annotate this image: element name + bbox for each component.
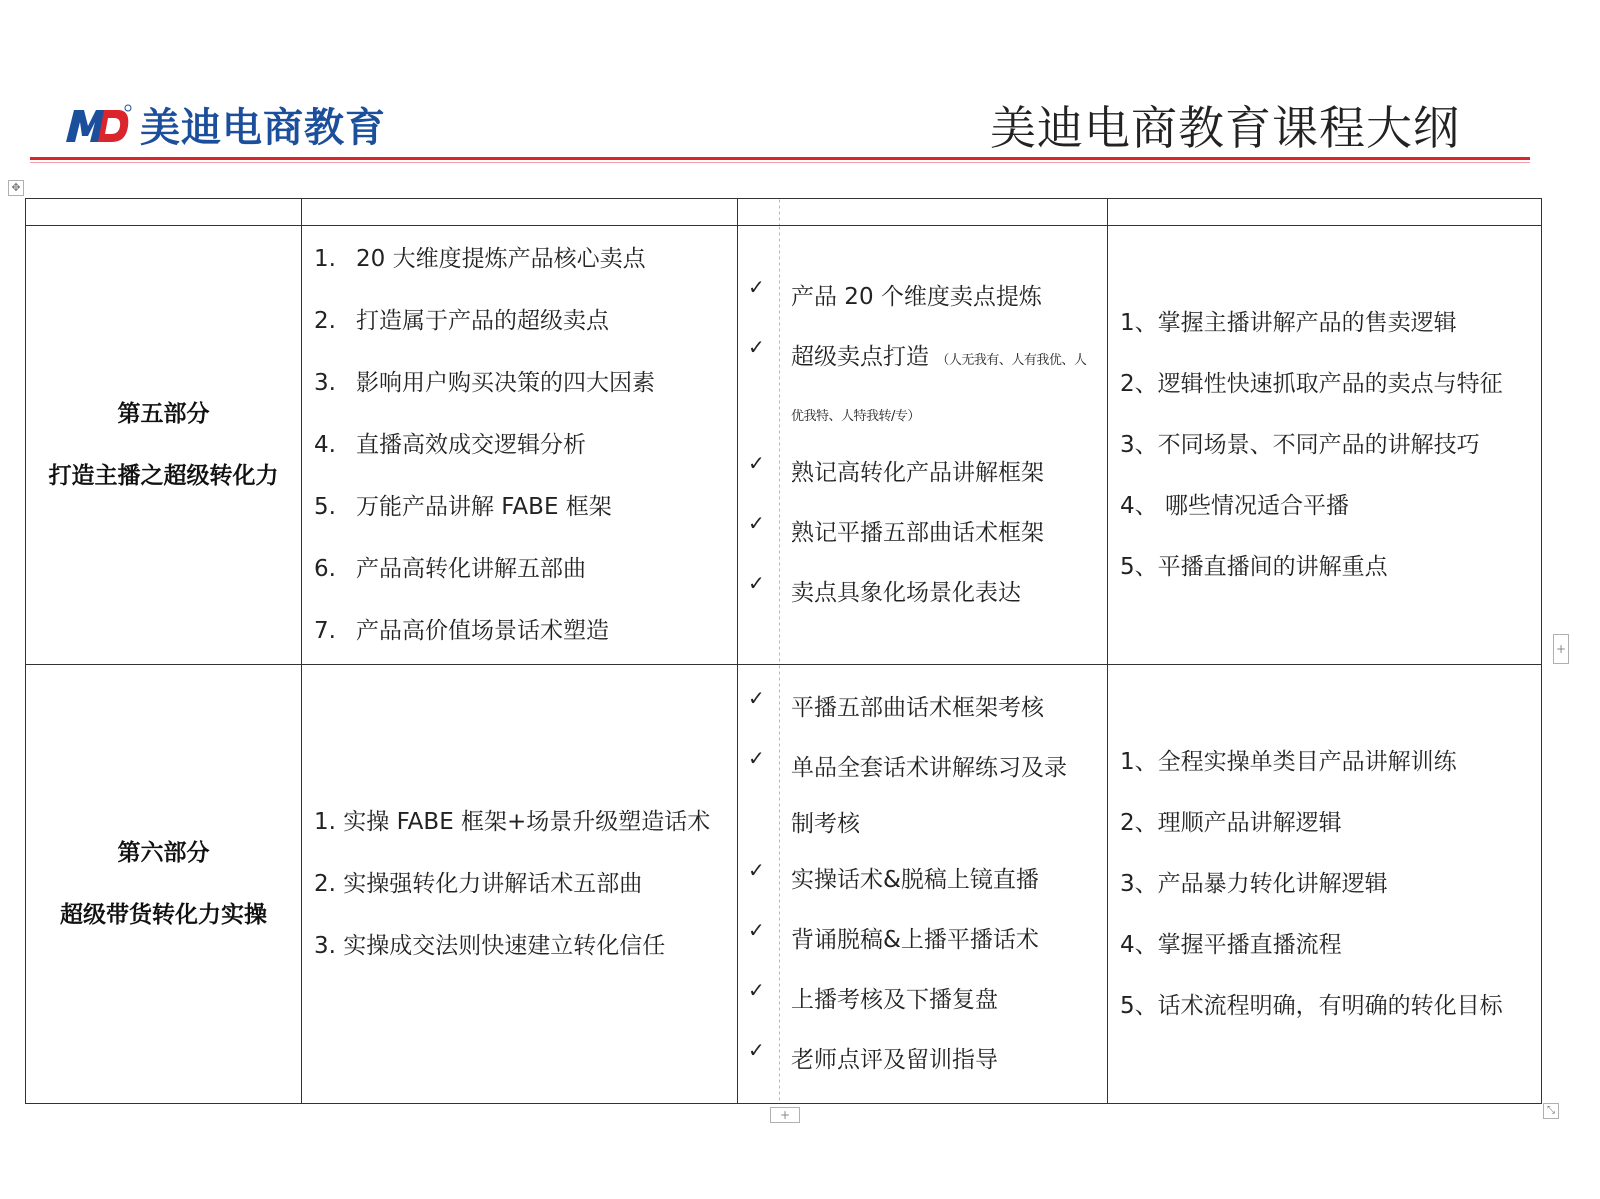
topic-list (302, 228, 737, 662)
check-icon: ✓ (748, 746, 765, 770)
plus-icon[interactable]: + (1553, 634, 1569, 664)
list-item: 3、产品暴力转化讲解逻辑 (1120, 870, 1388, 897)
header-divider (30, 157, 1530, 160)
check-icon: ✓ (748, 451, 765, 475)
list-item: 5、平播直播间的讲解重点 (1120, 553, 1388, 580)
list-item: ✓ 熟记平播五部曲话术框架 (738, 503, 1107, 563)
list-item: ✓ 老师点评及留训指导 (738, 1030, 1107, 1090)
list-item: 2. 打造属于产品的超级卖点 (314, 308, 609, 334)
list-item: 4. 直播高效成交逻辑分析 (314, 432, 586, 458)
header-cell[interactable] (302, 199, 738, 226)
check-icon: ✓ (748, 918, 765, 942)
header-cell[interactable] (26, 199, 302, 226)
header-cell[interactable] (738, 199, 1108, 226)
list-item: ✓ 上播考核及下播复盘 (738, 970, 1107, 1030)
logo-text: 美迪电商教育 (140, 105, 386, 151)
list-item: 1. 20 大维度提炼产品核心卖点 (314, 246, 646, 272)
part-cell[interactable] (26, 665, 302, 1104)
part-number: 第五部分 (117, 401, 210, 427)
list-item: 3. 影响用户购买决策的四大因素 (314, 370, 655, 396)
resize-icon[interactable]: ⤡ (1543, 1103, 1559, 1119)
move-icon[interactable]: ✥ (8, 180, 24, 196)
outcome-list (1108, 293, 1541, 598)
list-item: 4、掌握平播直播流程 (1120, 931, 1342, 958)
list-item: 5. 万能产品讲解 FABE 框架 (314, 494, 612, 520)
list-item: 2. 实操强转化力讲解话术五部曲 (314, 871, 643, 897)
part-number: 第六部分 (117, 840, 210, 866)
list-item: ✓ 产品 20 个维度卖点提炼 (738, 267, 1107, 327)
table-row (26, 665, 1542, 1104)
check-icon: ✓ (748, 335, 765, 359)
list-item: ✓ 平播五部曲话术框架考核 (738, 678, 1107, 738)
topics-cell[interactable] (302, 665, 738, 1104)
list-item: ✓ 熟记高转化产品讲解框架 (738, 443, 1107, 503)
outcomes-cell[interactable] (1108, 226, 1542, 665)
part-title: 打造主播之超级转化力 (48, 463, 279, 489)
check-list (738, 678, 1107, 1090)
list-item: 3、不同场景、不同产品的讲解技巧 (1120, 431, 1480, 458)
outcomes-cell[interactable] (1108, 665, 1542, 1104)
check-icon: ✓ (748, 571, 765, 595)
list-item: 4、 哪些情况适合平播 (1120, 492, 1349, 519)
check-icon: ✓ (748, 978, 765, 1002)
list-item: 1、掌握主播讲解产品的售卖逻辑 (1120, 309, 1457, 336)
topic-list (302, 791, 737, 977)
list-item: 2、理顺产品讲解逻辑 (1120, 809, 1342, 836)
list-item: ✓ 卖点具象化场景化表达 (738, 563, 1107, 623)
md-logo-icon (64, 102, 132, 148)
list-item: ✓ 背诵脱稿&上播平播话术 (738, 910, 1107, 970)
list-item: 1. 实操 FABE 框架+场景升级塑造话术 (314, 809, 711, 835)
part-title: 超级带货转化力实操 (60, 902, 267, 928)
practice-cell[interactable] (738, 665, 1108, 1104)
check-icon: ✓ (748, 858, 765, 882)
list-item: ✓ 超级卖点打造 （人无我有、人有我优、人 优我特、人特我转/专） (738, 327, 1107, 443)
list-item: 7. 产品高价值场景话术塑造 (314, 618, 609, 644)
check-icon: ✓ (748, 511, 765, 535)
part-cell[interactable] (26, 226, 302, 665)
table-row (26, 226, 1542, 665)
course-outline-table (25, 198, 1542, 1104)
table-header-row (26, 199, 1542, 226)
check-icon: ✓ (748, 1038, 765, 1062)
header-cell[interactable] (1108, 199, 1542, 226)
plus-icon[interactable]: + (770, 1107, 800, 1123)
list-item: ✓ 单品全套话术讲解练习及录 制考核 (738, 738, 1107, 850)
check-icon: ✓ (748, 686, 765, 710)
page-header (0, 0, 1600, 170)
brand-logo (64, 96, 386, 153)
practice-cell[interactable] (738, 226, 1108, 665)
document-title: 美迪电商教育课程大纲 (990, 101, 1460, 155)
list-item: ✓ 实操话术&脱稿上镜直播 (738, 850, 1107, 910)
list-item: 6. 产品高转化讲解五部曲 (314, 556, 586, 582)
list-item: 2、逻辑性快速抓取产品的卖点与特征 (1120, 370, 1503, 397)
topics-cell[interactable] (302, 226, 738, 665)
outcome-list (1108, 732, 1541, 1037)
list-item: 3. 实操成交法则快速建立转化信任 (314, 933, 666, 959)
list-item: 1、全程实操单类目产品讲解训练 (1120, 748, 1457, 775)
list-item: 5、话术流程明确，有明确的转化目标 (1120, 992, 1503, 1019)
check-list (738, 267, 1107, 623)
check-icon: ✓ (748, 275, 765, 299)
header-divider-secondary (30, 162, 1530, 163)
